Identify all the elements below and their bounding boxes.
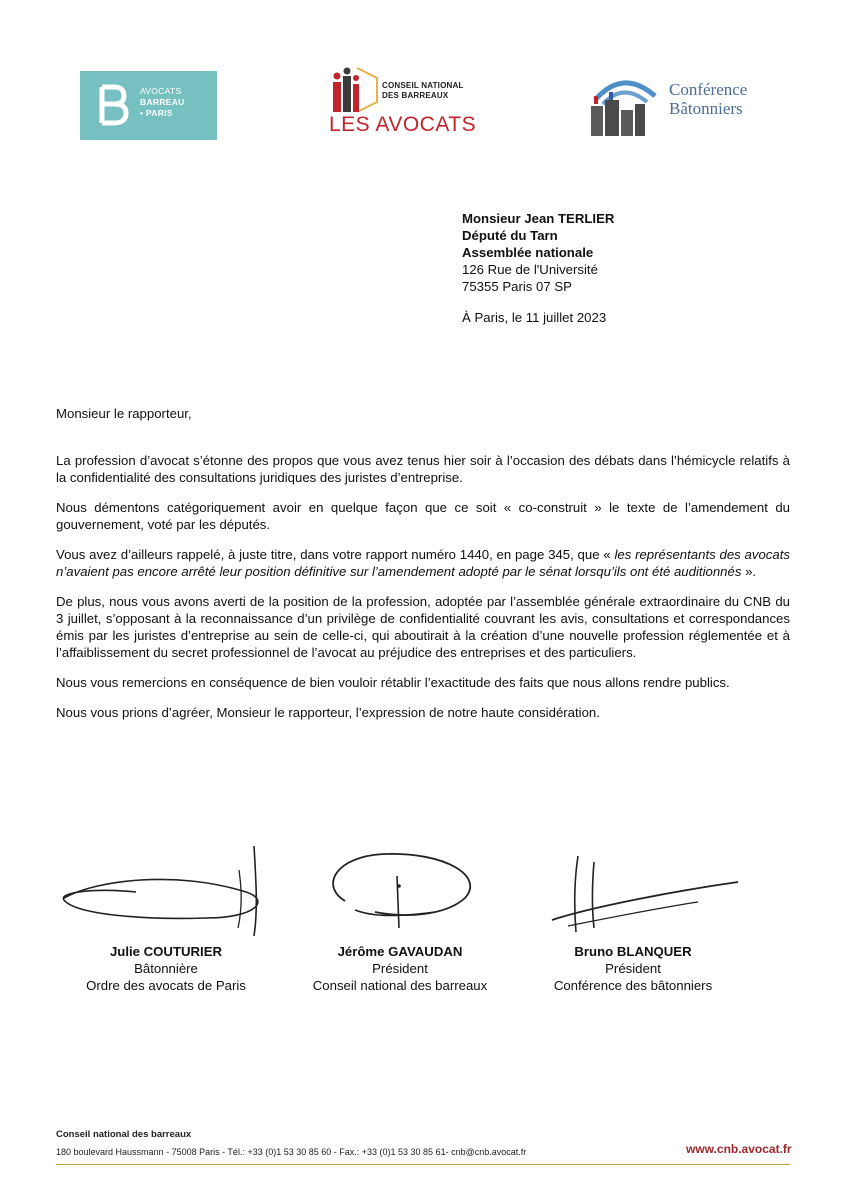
cnb-logo [326, 64, 486, 140]
signatory-1 [36, 943, 296, 994]
paragraph-2: Nous démentons catégoriquement avoir en quelque façon que ce soit « co-construit » le texte de l’amendement du gouvernement, voté par les députés. [56, 500, 790, 532]
signatory-2-org: Conseil national des barreaux [312, 978, 488, 993]
signatory-1-name: Julie COUTURIER [109, 944, 223, 959]
signatory-3-role: Président [605, 961, 661, 976]
signature-gavaudan [315, 846, 495, 936]
recipient-block [462, 210, 614, 295]
signatory-2 [270, 943, 530, 994]
cnb-logo-line3: LES AVOCATS [329, 113, 477, 136]
paragraph-4: De plus, nous vous avons averti de la position de la profession, adoptée par l’assemblée générale extraordinaire du CNB du 3 juillet, s’opposant à la reconnaissance d’un privilège de confidentialité couvrant les avis, consultations et correspondances émis par les juristes d’entreprise au sein de celle-ci, qui aboutirait à la création d’une nouvelle profession réglementée et à l’affaiblissement du secret professionnel de l’avocat au préjudice des entreprises et des particuliers. [56, 594, 790, 660]
conference-castle-icon [585, 66, 661, 138]
barreau-paris-logo [80, 71, 217, 140]
signatory-3-name: Bruno BLANQUER [574, 944, 692, 959]
paris-logo-line3: • PARIS [140, 108, 173, 118]
cnb-logo-line2: DES BARREAUX [382, 91, 449, 100]
footer-website-link[interactable]: www.cnb.avocat.fr [686, 1142, 792, 1156]
recipient-street: 126 Rue de l'Université [462, 262, 598, 277]
paragraph-3-end: ». [741, 564, 757, 579]
signatory-2-role: Président [372, 961, 428, 976]
recipient-city: 75355 Paris 07 SP [462, 279, 572, 294]
signatory-2-name: Jérôme GAVAUDAN [337, 944, 463, 959]
paragraph-3-start: Vous avez d’ailleurs rappelé, à juste titre, dans votre rapport numéro 1440, en page 345, que « [56, 547, 615, 562]
paragraph-5: Nous vous remercions en conséquence de bien vouloir rétablir l’exactitude des faits que nous allons rendre publics. [56, 675, 730, 690]
paragraph-1: La profession d’avocat s’étonne des propos que vous avez tenus hier soir à l’occasion des débats dans l’hémicycle relatifs à la confidentialité des consultations juridiques des juristes d’entreprise. [56, 453, 790, 485]
recipient-institution: Assemblée nationale [462, 245, 594, 260]
signatory-1-role: Bâtonnière [134, 961, 198, 976]
paragraph-6: Nous vous prions d’agréer, Monsieur le rapporteur, l’expression de notre haute considération. [56, 705, 600, 720]
signatory-3 [503, 943, 763, 994]
footer-divider [56, 1164, 790, 1165]
signature-blanquer [552, 856, 738, 932]
cnb-emblem-icon [329, 66, 379, 116]
conference-logo-line1: Conférence [669, 80, 748, 99]
footer-org: Conseil national des barreaux [56, 1129, 192, 1140]
conference-logo-line2: Bâtonniers [669, 99, 743, 118]
salutation: Monsieur le rapporteur, [56, 406, 192, 421]
signatory-1-org: Ordre des avocats de Paris [86, 978, 246, 993]
letter-body [56, 405, 790, 734]
paragraph-3-quote: les représentants des avocats n’avaient pas encore arrêté leur position définitive sur l’amendement adopté par le sénat lorsqu’ils ont été auditionnés [56, 547, 790, 579]
signature-couturier [56, 840, 276, 940]
footer-address: 180 boulevard Haussmann - 75008 Paris - Tél.: +33 (0)1 53 30 85 60 - Fax.: +33 (0)1 53 30 85 61- cnb@cnb.avocat.fr [56, 1147, 527, 1157]
signatory-3-org: Conférence des bâtonniers [553, 978, 713, 993]
paris-logo-line1: AVOCATS [140, 86, 182, 96]
paris-logo-line2: BARREAU [140, 97, 185, 107]
conference-batonniers-logo [583, 66, 773, 140]
recipient-title: Député du Tarn [462, 228, 558, 243]
recipient-name: Monsieur Jean TERLIER [462, 211, 615, 226]
cnb-logo-line1: CONSEIL NATIONAL [382, 81, 464, 90]
letter-date: À Paris, le 11 juillet 2023 [462, 310, 607, 325]
paragraph-3 [56, 546, 790, 580]
barreau-paris-b-icon [96, 83, 130, 127]
